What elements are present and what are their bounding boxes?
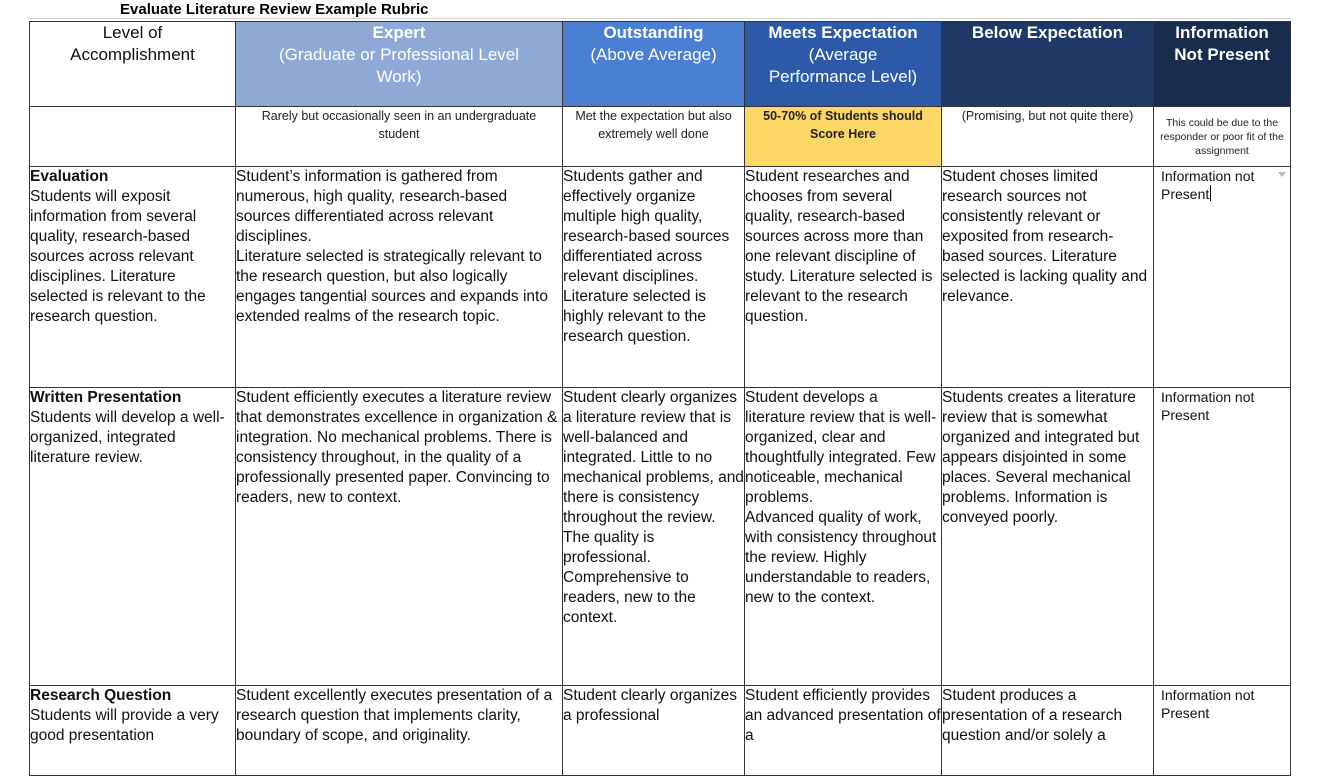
- header-subtitle: (Average Performance Level): [768, 45, 918, 86]
- chevron-down-icon[interactable]: [1278, 172, 1286, 177]
- header-title: Outstanding: [603, 23, 704, 42]
- descriptor-row: [30, 107, 1291, 167]
- descriptor-cell-meets-expectation[interactable]: 50-70% of Students should Score Here: [745, 107, 942, 167]
- header-title: Level of Accomplishment: [70, 23, 195, 64]
- rubric-cell[interactable]: Student choses limited research sources not consistently relevant or exposited from research-based sources. Literature selected is lacking quality and relevance.: [942, 167, 1154, 388]
- text-cursor: [1210, 185, 1211, 201]
- criterion-description: Students will develop a well-organized, integrated literature review.: [30, 409, 225, 466]
- header-outstanding[interactable]: [563, 22, 745, 107]
- criterion-description: Students will exposit information from several quality, research-based sources across relevant disciplines. Literature selected is relevant to the research question.: [30, 188, 206, 325]
- rubric-cell[interactable]: Student excellently executes presentation of a research question that implements clarity, boundary of scope, and originality.: [236, 686, 563, 776]
- header-title: Expert: [372, 23, 426, 42]
- descriptor-cell-outstanding[interactable]: Met the expectation but also extremely well done: [563, 107, 745, 167]
- header-row: [30, 22, 1291, 107]
- header-information-not-present[interactable]: [1154, 22, 1291, 107]
- rubric-cell[interactable]: Student develops a literature review that is well-organized, clear and thoughtfully integrated. Few noticeable, mechanical problems. Advanced quality of work, with consistency throughout the review. Highly understandable to readers, new to the context.: [745, 388, 942, 686]
- rubric-cell[interactable]: Information not Present: [1154, 388, 1291, 686]
- criterion-cell[interactable]: [30, 388, 236, 686]
- document-title: Evaluate Literature Review Example Rubric: [120, 1, 429, 18]
- rubric-cell[interactable]: Student researches and chooses from several quality, research-based sources across more than one relevant discipline of study. Literature selected is relevant to the research question.: [745, 167, 942, 388]
- header-title: Information Not Present: [1174, 23, 1270, 64]
- descriptor-cell-below-expectation[interactable]: (Promising, but not quite there): [942, 107, 1154, 167]
- rubric-cell[interactable]: Students gather and effectively organize multiple high quality, research-based sources differentiated across relevant disciplines. Literature selected is highly relevant to the research question.: [563, 167, 745, 388]
- criterion-name: Research Question: [30, 687, 172, 704]
- header-meets-expectation[interactable]: [745, 22, 942, 107]
- criterion-name: Evaluation: [30, 168, 109, 185]
- rubric-cell[interactable]: Student’s information is gathered from numerous, high quality, research-based sources differentiated across relevant disciplines. Literature selected is strategically relevant to the research question, but also logically engages tangential sources and expands into extended realms of the research topic.: [236, 167, 563, 388]
- header-subtitle: (Above Average): [590, 45, 717, 64]
- header-title: Meets Expectation: [768, 23, 918, 42]
- rubric-cell[interactable]: Students creates a literature review that is somewhat organized and integrated but appears disjointed in some places. Several mechanical problems. Information is conveyed poorly.: [942, 388, 1154, 686]
- header-expert[interactable]: [236, 22, 563, 107]
- criterion-cell[interactable]: [30, 167, 236, 388]
- table-row: [30, 388, 1291, 686]
- criterion-name: Written Presentation: [30, 389, 182, 406]
- criterion-cell[interactable]: [30, 686, 236, 776]
- table-row: [30, 686, 1291, 776]
- rubric-cell[interactable]: Student efficiently executes a literature review that demonstrates excellence in organization & integration. No mechanical problems. There is consistency throughout, in the quality of a professionally presented paper. Convincing to readers, new to context.: [236, 388, 563, 686]
- rubric-cell-active[interactable]: [1154, 167, 1291, 388]
- page-top-rule: [28, 18, 1290, 19]
- header-level-of-accomplishment[interactable]: [30, 22, 236, 107]
- header-subtitle: (Graduate or Professional Level Work): [278, 45, 520, 86]
- rubric-cell[interactable]: Student clearly organizes a literature review that is well-balanced and integrated. Little to no mechanical problems, and there is consistency throughout the review. The quality is professional. Comprehensive to readers, new to the context.: [563, 388, 745, 686]
- rubric-cell[interactable]: Student clearly organizes a professional: [563, 686, 745, 776]
- criterion-description: Students will provide a very good presentation: [30, 707, 219, 744]
- cell-text: Information not Present: [1161, 168, 1255, 202]
- rubric-cell[interactable]: Information not Present: [1154, 686, 1291, 776]
- descriptor-cell-information-not-present[interactable]: This could be due to the responder or poor fit of the assignment: [1154, 107, 1291, 167]
- header-below-expectation[interactable]: [942, 22, 1154, 107]
- descriptor-cell-empty[interactable]: [30, 107, 236, 167]
- rubric-table: [29, 21, 1291, 776]
- rubric-cell[interactable]: Student efficiently provides an advanced presentation of a: [745, 686, 942, 776]
- table-row: [30, 167, 1291, 388]
- descriptor-cell-expert[interactable]: Rarely but occasionally seen in an undergraduate student: [236, 107, 563, 167]
- rubric-cell[interactable]: Student produces a presentation of a research question and/or solely a: [942, 686, 1154, 776]
- header-title: Below Expectation: [971, 23, 1124, 42]
